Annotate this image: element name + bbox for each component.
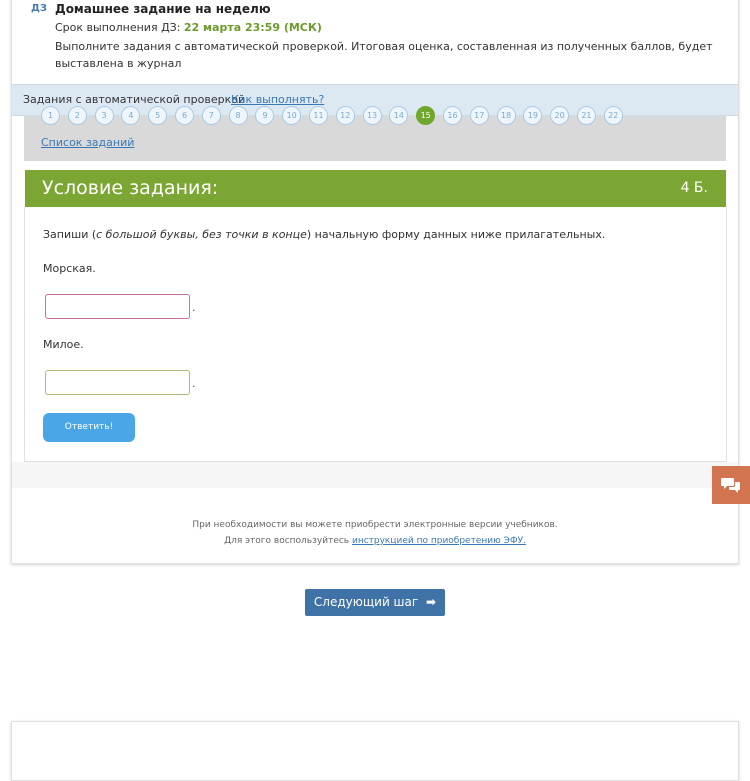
question-number-14[interactable]: 14 xyxy=(389,106,408,125)
answer-input-1[interactable] xyxy=(45,294,190,319)
buy-prefix: Для этого воспользуйтесь xyxy=(224,536,352,546)
question-number-4[interactable]: 4 xyxy=(121,106,140,125)
answer-1-period: . xyxy=(192,301,196,314)
question-number-15[interactable]: 15 xyxy=(416,106,435,125)
question-number-1[interactable]: 1 xyxy=(41,106,60,125)
homework-title: Домашнее задание на неделю xyxy=(55,2,271,16)
chat-bubbles-icon xyxy=(721,476,741,494)
question-number-11[interactable]: 11 xyxy=(309,106,328,125)
task-instruction xyxy=(43,228,605,241)
task-body xyxy=(24,207,727,462)
question-number-6[interactable]: 6 xyxy=(175,106,194,125)
question-number-18[interactable]: 18 xyxy=(497,106,516,125)
question-number-8[interactable]: 8 xyxy=(229,106,248,125)
task-points: 4 Б. xyxy=(680,180,708,196)
question-navigation xyxy=(24,111,726,161)
answer-2-period: . xyxy=(192,377,196,390)
question-number-22[interactable]: 22 xyxy=(604,106,623,125)
next-step-label: Следующий шаг xyxy=(313,595,419,609)
answer-input-2[interactable] xyxy=(45,370,190,395)
question-number-16[interactable]: 16 xyxy=(443,106,462,125)
buy-ebooks-text: При необходимости вы можете приобрести электронные версии учебников. xyxy=(192,520,558,530)
question-number-9[interactable]: 9 xyxy=(255,106,274,125)
question-number-10[interactable]: 10 xyxy=(282,106,301,125)
next-step-button[interactable] xyxy=(305,589,445,616)
question-number-3[interactable]: 3 xyxy=(95,106,114,125)
instruction-italic: с большой буквы, без точки в конце xyxy=(96,228,307,241)
question-number-7[interactable]: 7 xyxy=(202,106,221,125)
buy-instruction-link[interactable]: инструкцией по приобретению ЭФУ. xyxy=(351,536,526,546)
word-1: Морская. xyxy=(43,262,96,275)
task-header xyxy=(25,170,726,207)
autocheck-label: Задания с автоматической проверкой xyxy=(23,93,246,106)
homework-description: Выполните задания с автоматической проверкой. Итоговая оценка, составленная из полученных баллов, будет выставлена в журнал xyxy=(55,40,713,70)
homework-deadline xyxy=(55,21,322,34)
buy-ebooks-instruction xyxy=(12,536,738,546)
task-header-title: Условие задания: xyxy=(42,177,219,199)
question-number-13[interactable]: 13 xyxy=(363,106,382,125)
instruction-suffix: ) начальную форму данных ниже прилагательных. xyxy=(306,228,606,241)
question-number-21[interactable]: 21 xyxy=(577,106,596,125)
word-2: Милое. xyxy=(43,338,84,351)
homework-badge: ДЗ xyxy=(31,3,48,14)
question-number-12[interactable]: 12 xyxy=(336,106,355,125)
arrow-right-icon: ➡ xyxy=(426,595,437,609)
submit-answer-button[interactable]: Ответить! xyxy=(43,413,135,442)
question-number-19[interactable]: 19 xyxy=(523,106,542,125)
instruction-prefix: Запиши ( xyxy=(43,228,97,241)
question-number-17[interactable]: 17 xyxy=(470,106,489,125)
question-number-list xyxy=(41,106,631,125)
chat-button[interactable] xyxy=(712,466,750,504)
question-number-5[interactable]: 5 xyxy=(148,106,167,125)
deadline-value: 22 марта 23:59 (МСК) xyxy=(183,21,322,34)
bottom-card xyxy=(11,721,739,781)
card-footer-strip xyxy=(12,462,738,488)
question-number-20[interactable]: 20 xyxy=(550,106,569,125)
deadline-label: Срок выполнения ДЗ: xyxy=(55,21,181,34)
question-number-2[interactable]: 2 xyxy=(68,106,87,125)
howto-link[interactable]: Как выполнять? xyxy=(231,93,325,106)
task-list-link[interactable]: Список заданий xyxy=(41,136,135,149)
